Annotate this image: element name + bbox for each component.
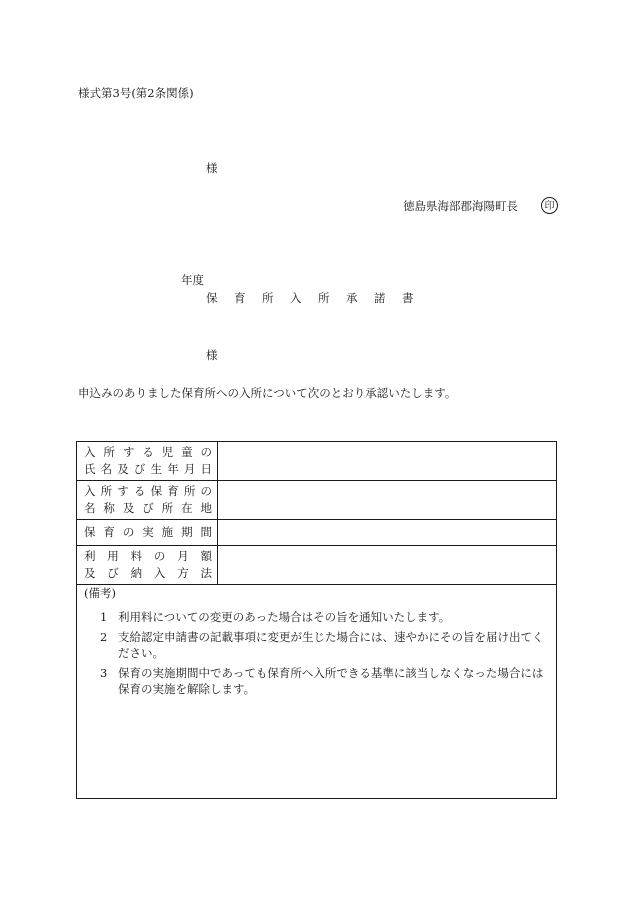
row-label-line: 保育の実施期間 [84, 525, 212, 539]
note-text: 支給認定申請書の記載事項に変更が生じた場合には、速やかにその旨を届け出てください。 [118, 629, 544, 660]
document-title: 保育所入所承諾書 [206, 291, 430, 305]
addressee-honorific-second: 様 [206, 348, 218, 362]
table-row [77, 520, 557, 546]
note-item [84, 665, 548, 697]
row-label-line: 入所する児童の [84, 445, 212, 459]
table-row [77, 481, 557, 520]
fiscal-year-label: 年度 [181, 273, 204, 287]
note-number: 1 [100, 609, 108, 624]
table-row [77, 546, 557, 585]
row-label-line: 入所する保育所の [84, 484, 212, 498]
care-period-field[interactable] [218, 520, 557, 546]
intro-statement: 申込みのありました保育所への入所について次のとおり承認いたします。 [78, 386, 457, 400]
form-number: 様式第3号(第2条関係) [78, 86, 194, 100]
issuer-name: 徳島県海部郡海陽町長 [403, 199, 518, 213]
nursery-name-address-field[interactable] [218, 481, 557, 520]
table-row [77, 442, 557, 481]
child-name-birthdate-field[interactable] [218, 442, 557, 481]
row-label [77, 442, 218, 481]
note-number: 2 [100, 629, 108, 644]
notes-heading: (備考) [84, 586, 116, 600]
row-label [77, 481, 218, 520]
row-label [77, 546, 218, 585]
addressee-honorific: 様 [206, 161, 218, 175]
row-label-line: 氏名及び生年月日 [84, 462, 212, 476]
note-text: 保育の実施期間中であっても保育所へ入所できる基準に該当しなくなった場合には保育の実施を解除します。 [118, 665, 544, 696]
row-label-line: 名称及び所在地 [84, 501, 212, 515]
note-number: 3 [100, 665, 108, 680]
note-item [84, 629, 548, 661]
note-item [84, 609, 548, 625]
row-label-line: 及び納入方法 [84, 566, 212, 580]
seal-mark: 印 [541, 197, 558, 214]
approval-details-table [76, 441, 557, 585]
row-label-line: 利用料の月額 [84, 549, 212, 563]
notes-section [76, 581, 557, 799]
note-text: 利用料についての変更のあった場合はその旨を通知いたします。 [118, 609, 451, 624]
monthly-fee-payment-field[interactable] [218, 546, 557, 585]
row-label [77, 520, 218, 546]
